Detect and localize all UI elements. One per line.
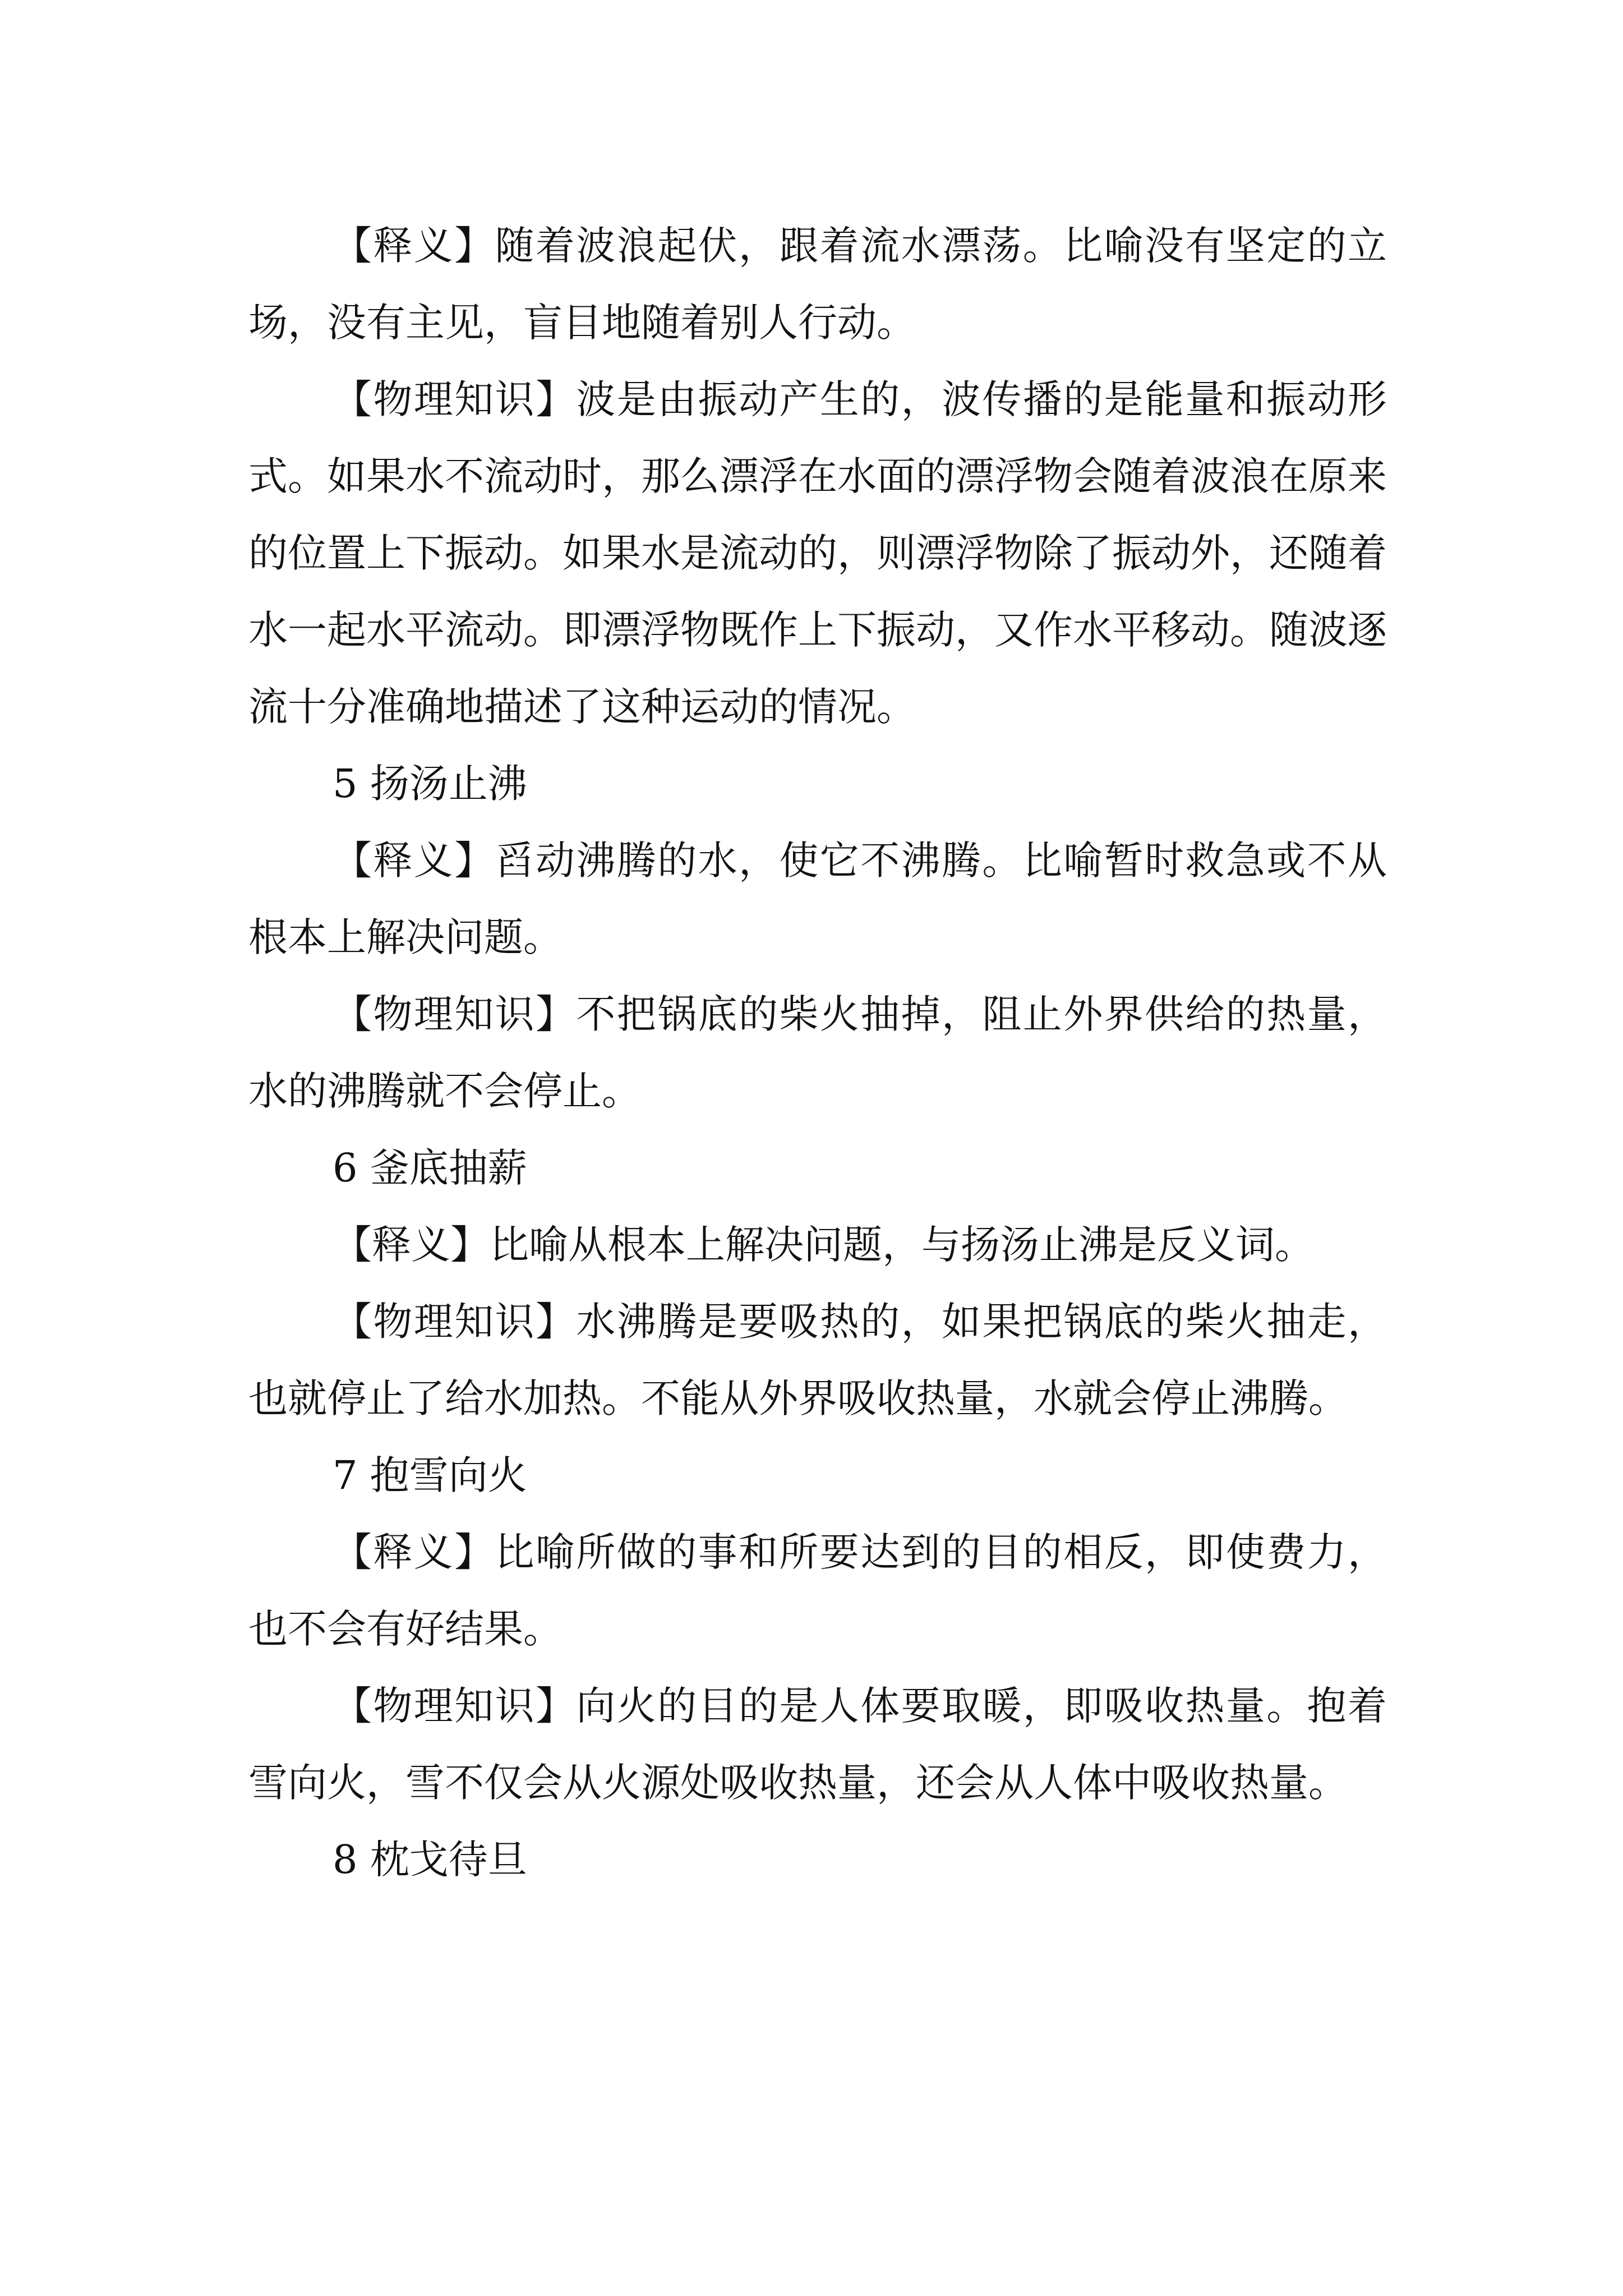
paragraph-suibozhuliu-physics: 【物理知识】波是由振动产生的，波传播的是能量和振动形式。如果水不流动时，那么漂浮在水面的漂浮物会随着波浪在原来的位置上下振动。如果水是流动的，则漂浮物除了振动外，还随着水一起水平流动。即漂浮物既作上下振动，又作水平移动。随波逐流十分准确地描述了这种运动的情况。 [248,376,1387,730]
paragraph-yangtangzhifei-physics: 【物理知识】不把锅底的柴火抽掉，阻止外界供给的热量，水的沸腾就不会停止。 [248,991,1387,1114]
paragraph-baoxuexianghuo-physics: 【物理知识】向火的目的是人体要取暖，即吸收热量。抱着雪向火，雪不仅会从火源处吸收热量，还会从人体中吸收热量。 [248,1683,1387,1806]
paragraph-baoxuexianghuo-meaning: 【释义】比喻所做的事和所要达到的目的相反，即使费力，也不会有好结果。 [248,1529,1387,1652]
paragraph-fudichouxin-meaning: 【释义】比喻从根本上解决问题，与扬汤止沸是反义词。 [333,1222,1314,1268]
document-body [248,208,1387,1898]
paragraph-fudichouxin-physics: 【物理知识】水沸腾是要吸热的，如果把锅底的柴火抽走，也就停止了给水加热。不能从外界吸收热量，水就会停止沸腾。 [248,1299,1387,1421]
paragraph-suibozhuliu-meaning: 【释义】随着波浪起伏，跟着流水漂荡。比喻没有坚定的立场，没有主见，盲目地随着别人行动。 [248,223,1387,346]
idiom-heading-8: 8 枕戈待旦 [333,1837,527,1883]
paragraph-yangtangzhifei-meaning: 【释义】舀动沸腾的水，使它不沸腾。比喻暂时救急或不从根本上解决问题。 [248,838,1387,960]
idiom-heading-6: 6 釜底抽薪 [333,1145,527,1191]
idiom-heading-7: 7 抱雪向火 [333,1452,527,1498]
idiom-heading-5: 5 扬汤止沸 [333,761,527,807]
